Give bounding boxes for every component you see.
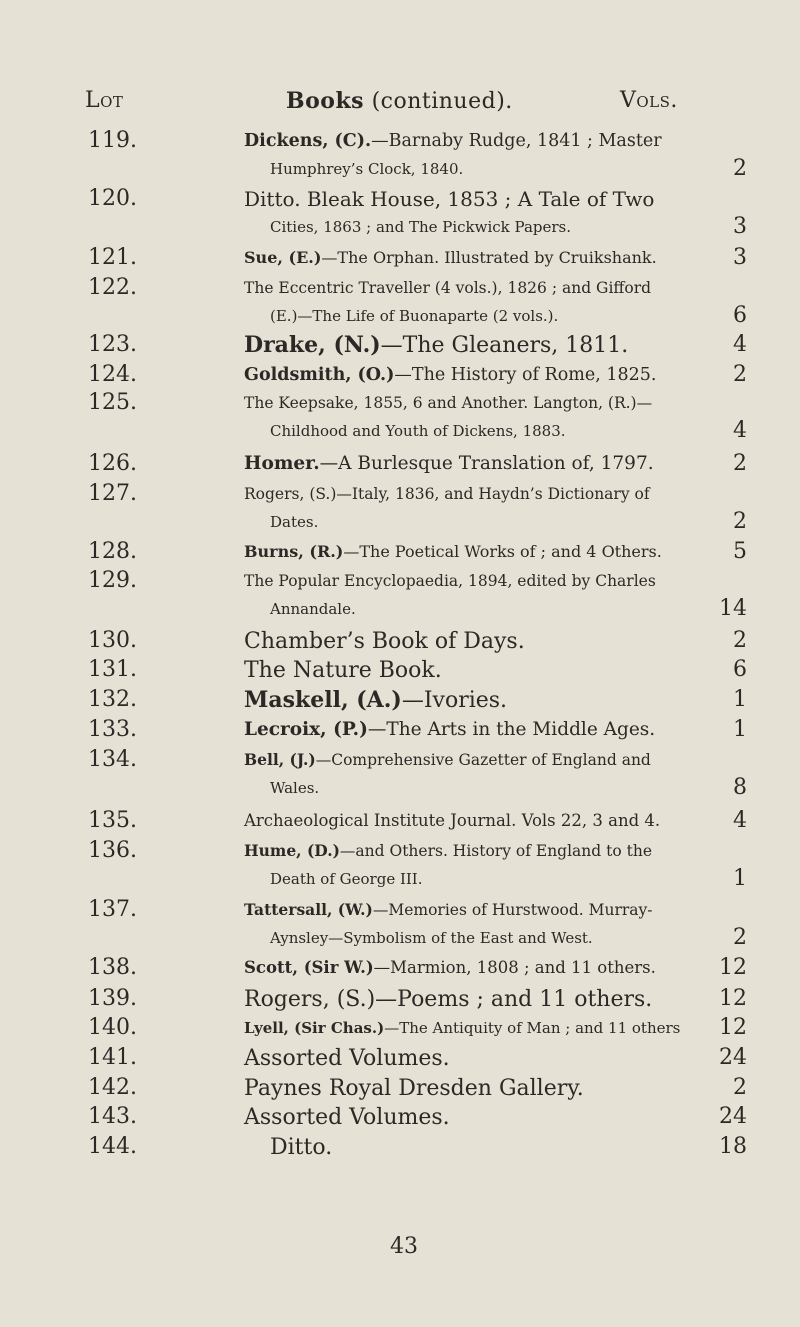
description-line xyxy=(244,1044,662,1073)
lot-description xyxy=(244,389,662,445)
volume-count: 2 xyxy=(733,509,747,534)
lot-number: 127. xyxy=(88,481,137,506)
description-continuation: Aynsley—Symbolism of the East and West. xyxy=(270,929,593,947)
description-line xyxy=(244,1074,662,1103)
description-line xyxy=(244,746,662,774)
lot-description xyxy=(244,480,662,536)
title-text: —Barnaby Rudge, 1841 ; Master xyxy=(371,131,662,151)
volume-count: 2 xyxy=(733,925,747,950)
author-name: Goldsmith, (O.) xyxy=(244,365,395,385)
lot-number: 133. xyxy=(88,717,137,742)
description-continuation: Cities, 1863 ; and The Pickwick Papers. xyxy=(270,218,572,236)
volume-count: 2 xyxy=(733,451,747,476)
lot-number: 122. xyxy=(88,275,137,300)
lot-description xyxy=(244,567,662,623)
lot-description xyxy=(244,954,662,982)
author-name: Maskell, (A.) xyxy=(244,687,402,713)
title-text: —and Others. History of England to the xyxy=(339,842,653,860)
lot-description xyxy=(244,1074,662,1103)
author-name: Burns, (R.) xyxy=(244,542,344,561)
lot-description xyxy=(244,627,662,656)
description-line xyxy=(244,656,662,685)
volume-count: 3 xyxy=(733,214,747,239)
lot-number: 120. xyxy=(88,186,137,211)
lot-number: 142. xyxy=(88,1075,137,1100)
title-text: The Popular Encyclopaedia, 1894, edited by Charles xyxy=(244,572,656,590)
title-bold: Books xyxy=(286,88,365,114)
volume-count: 5 xyxy=(733,539,747,564)
volume-count: 2 xyxy=(733,628,747,653)
title-text: —The Antiquity of Man ; and 11 others xyxy=(384,1019,681,1037)
lot-description xyxy=(244,1014,681,1042)
lot-column-header: Lot xyxy=(85,88,124,113)
title-text: Assorted Volumes. xyxy=(244,1046,450,1071)
lot-number: 131. xyxy=(88,657,137,682)
lot-description xyxy=(244,985,662,1014)
title-text: Rogers, (S.)—Poems ; and 11 others. xyxy=(244,987,653,1012)
volume-count: 1 xyxy=(733,717,747,742)
lot-description xyxy=(244,746,662,802)
description-line xyxy=(244,686,662,715)
description-line xyxy=(244,954,662,982)
description-line xyxy=(244,985,662,1014)
volume-count: 14 xyxy=(719,596,747,621)
title-text: —Marmion, 1808 ; and 11 others. xyxy=(373,958,656,977)
lot-number: 136. xyxy=(88,838,137,863)
author-name: Dickens, (C). xyxy=(244,131,372,151)
description-continuation: Dates. xyxy=(270,513,319,531)
description-line xyxy=(244,185,662,213)
description-line xyxy=(244,331,662,360)
author-name: Tattersall, (W.) xyxy=(244,900,373,919)
volume-count: 1 xyxy=(733,687,747,712)
lot-description xyxy=(244,1103,662,1132)
lot-description xyxy=(244,1133,688,1162)
description-line xyxy=(244,274,662,302)
author-name: Hume, (D.) xyxy=(244,841,340,860)
lot-description xyxy=(244,1044,662,1073)
volume-count: 4 xyxy=(733,808,747,833)
lot-number: 144. xyxy=(88,1134,137,1159)
title-text: The Eccentric Traveller (4 vols.), 1826 ; and Gifford xyxy=(244,279,652,297)
lot-number: 141. xyxy=(88,1045,137,1070)
author-name: Homer. xyxy=(244,453,320,474)
lot-number: 129. xyxy=(88,568,137,593)
title-text: The Keepsake, 1855, 6 and Another. Langton, (R.)— xyxy=(244,394,653,412)
author-name: Drake, (N.) xyxy=(244,332,381,358)
title-text: Paynes Royal Dresden Gallery. xyxy=(244,1076,584,1101)
lot-number: 134. xyxy=(88,747,137,772)
lot-number: 139. xyxy=(88,986,137,1011)
description-continuation: Wales. xyxy=(270,779,320,797)
title-text: —The Arts in the Middle Ages. xyxy=(367,719,656,740)
description-line xyxy=(244,538,662,566)
lot-number: 130. xyxy=(88,628,137,653)
page-number: 43 xyxy=(390,1234,418,1259)
lot-description xyxy=(244,656,662,685)
volume-count: 8 xyxy=(733,775,747,800)
lot-description xyxy=(244,361,662,389)
lot-description xyxy=(244,331,662,360)
lot-description xyxy=(244,450,662,478)
lot-number: 119. xyxy=(88,128,137,153)
lot-number: 121. xyxy=(88,245,137,270)
title-rest: (continued). xyxy=(364,89,513,114)
volume-count: 18 xyxy=(719,1134,747,1159)
lot-description xyxy=(244,716,662,744)
description-line xyxy=(244,807,662,835)
description-line xyxy=(244,127,662,155)
description-continuation: Death of George III. xyxy=(270,870,423,888)
page-title xyxy=(286,88,513,114)
lot-description xyxy=(244,837,662,893)
volume-count: 12 xyxy=(719,986,747,1011)
title-text: Chamber’s Book of Days. xyxy=(244,629,525,654)
lot-number: 138. xyxy=(88,955,137,980)
author-name: Sue, (E.) xyxy=(244,248,322,267)
title-text: Ditto. Bleak House, 1853 ; A Tale of Two xyxy=(244,187,655,211)
volume-count: 12 xyxy=(719,1015,747,1040)
description-line xyxy=(244,480,662,508)
lot-description xyxy=(244,274,662,330)
description-line xyxy=(244,837,662,865)
author-name: Bell, (J.) xyxy=(244,750,316,769)
volume-count: 24 xyxy=(719,1045,747,1070)
lot-number: 126. xyxy=(88,451,137,476)
lot-description xyxy=(244,538,662,566)
lot-number: 123. xyxy=(88,332,137,357)
volume-count: 3 xyxy=(733,245,747,270)
description-line xyxy=(244,1103,662,1132)
lot-number: 140. xyxy=(88,1015,137,1040)
lot-description xyxy=(244,244,662,272)
lot-number: 132. xyxy=(88,687,137,712)
lot-number: 125. xyxy=(88,390,137,415)
lot-number: 128. xyxy=(88,539,137,564)
author-name: Scott, (Sir W.) xyxy=(244,958,374,977)
title-text: —Memories of Hurstwood. Murray- xyxy=(372,901,653,919)
volume-count: 12 xyxy=(719,955,747,980)
description-line xyxy=(244,896,662,924)
description-continuation: (E.)—The Life of Buonaparte (2 vols.). xyxy=(270,307,559,325)
lot-number: 137. xyxy=(88,897,137,922)
lot-description xyxy=(244,807,662,835)
lot-number: 124. xyxy=(88,362,137,387)
volume-count: 2 xyxy=(733,156,747,181)
title-text: Ditto. xyxy=(270,1135,333,1160)
description-continuation: Annandale. xyxy=(270,600,356,618)
title-text: —The Orphan. Illustrated by Cruikshank. xyxy=(321,248,657,267)
description-line xyxy=(244,627,662,656)
description-line xyxy=(244,1014,681,1042)
author-name: Lecroix, (P.) xyxy=(244,719,368,740)
description-line xyxy=(244,361,662,389)
title-text: —Comprehensive Gazetter of England and xyxy=(315,751,651,769)
title-text: —The History of Rome, 1825. xyxy=(394,365,657,385)
title-text: —The Poetical Works of ; and 4 Others. xyxy=(343,542,662,561)
lot-number: 143. xyxy=(88,1104,137,1129)
volume-count: 6 xyxy=(733,303,747,328)
volume-count: 1 xyxy=(733,866,747,891)
description-continuation: Humphrey’s Clock, 1840. xyxy=(270,160,464,178)
title-text: Rogers, (S.)—Italy, 1836, and Haydn’s Dictionary of xyxy=(244,485,650,503)
volume-count: 2 xyxy=(733,1075,747,1100)
vols-column-header: Vols. xyxy=(620,88,678,113)
description-continuation: Childhood and Youth of Dickens, 1883. xyxy=(270,422,566,440)
title-text: Archaeological Institute Journal. Vols 22, 3 and 4. xyxy=(244,811,661,830)
lot-description xyxy=(244,686,662,715)
description-line xyxy=(244,567,662,595)
lot-description xyxy=(244,185,662,241)
description-line xyxy=(244,716,662,744)
volume-count: 24 xyxy=(719,1104,747,1129)
description-line xyxy=(244,244,662,272)
title-text: —The Gleaners, 1811. xyxy=(380,333,629,358)
volume-count: 6 xyxy=(733,657,747,682)
title-text: Assorted Volumes. xyxy=(244,1105,450,1130)
description-line xyxy=(270,1133,688,1162)
title-text: —A Burlesque Translation of, 1797. xyxy=(319,453,654,474)
lot-number: 135. xyxy=(88,808,137,833)
volume-count: 4 xyxy=(733,418,747,443)
title-text: The Nature Book. xyxy=(244,658,442,683)
author-name: Lyell, (Sir Chas.) xyxy=(244,1019,385,1037)
volume-count: 4 xyxy=(733,332,747,357)
description-line xyxy=(244,389,662,417)
lot-description xyxy=(244,896,662,952)
lot-description xyxy=(244,127,662,183)
title-text: —Ivories. xyxy=(401,688,508,713)
volume-count: 2 xyxy=(733,362,747,387)
description-line xyxy=(244,450,662,478)
